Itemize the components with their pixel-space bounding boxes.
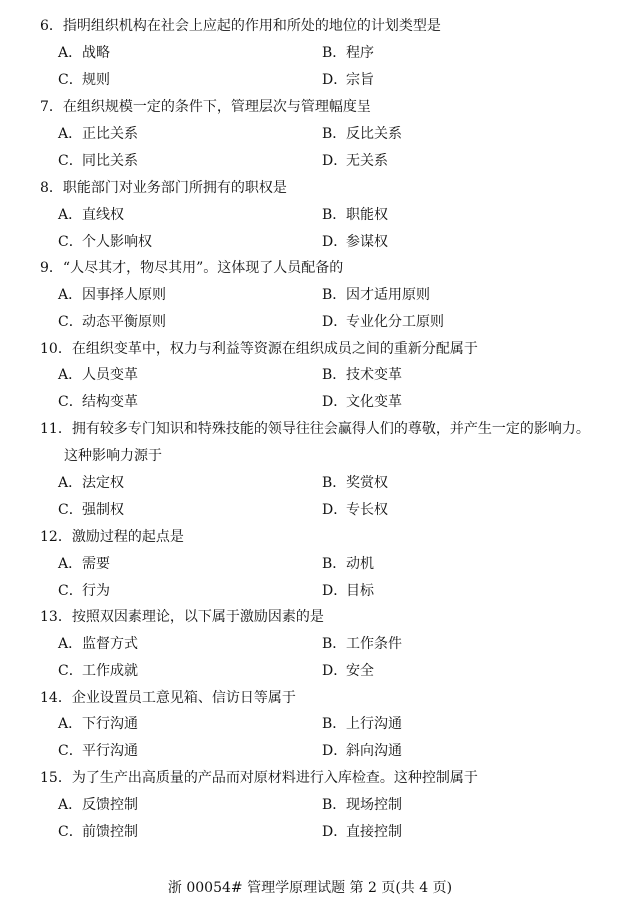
question-number: 11． xyxy=(40,421,72,437)
question-11-stem xyxy=(40,421,610,437)
question-14-option-d: D．斜向沟通 xyxy=(322,743,402,759)
question-14-option-b: B．上行沟通 xyxy=(322,716,402,732)
question-number: 14． xyxy=(40,690,72,706)
question-12-option-a: A．需要 xyxy=(58,556,110,572)
question-8-option-c: C．个人影响权 xyxy=(58,234,152,250)
question-text: 按照双因素理论，以下属于激励因素的是 xyxy=(71,609,324,625)
question-text: 指明组织机构在社会上应起的作用和所处的地位的计划类型是 xyxy=(62,18,441,34)
question-number: 9． xyxy=(40,260,63,276)
question-12-option-b: B．动机 xyxy=(322,556,374,572)
question-7-option-d: D．无关系 xyxy=(322,153,388,169)
question-15-option-b: B．现场控制 xyxy=(322,797,402,813)
question-8-option-d: D．参谋权 xyxy=(322,234,388,250)
question-text: 企业设置员工意见箱、信访日等属于 xyxy=(71,690,296,706)
question-6-option-c: C．规则 xyxy=(58,72,110,88)
question-6-option-d: D．宗旨 xyxy=(322,72,374,88)
question-11-option-b: B．奖赏权 xyxy=(322,475,388,491)
question-14-stem xyxy=(40,690,610,706)
question-13-option-d: D．安全 xyxy=(322,663,374,679)
question-number: 12． xyxy=(40,529,72,545)
question-13-option-a: A．监督方式 xyxy=(58,636,138,652)
question-9-option-a: A．因事择人原则 xyxy=(58,287,166,303)
question-13-option-c: C．工作成就 xyxy=(58,663,138,679)
question-14-option-a: A．下行沟通 xyxy=(58,716,138,732)
question-text: 激励过程的起点是 xyxy=(71,529,184,545)
question-6-stem xyxy=(40,18,610,34)
question-number: 8． xyxy=(40,180,63,196)
question-11-option-a: A．法定权 xyxy=(58,475,124,491)
question-9-option-b: B．因才适用原则 xyxy=(322,287,430,303)
question-text: 为了生产出高质量的产品而对原材料进行入库检查。这种控制属于 xyxy=(71,770,478,786)
question-9-option-c: C．动态平衡原则 xyxy=(58,314,166,330)
question-15-option-a: A．反馈控制 xyxy=(58,797,138,813)
question-6-option-b: B．程序 xyxy=(322,45,374,61)
question-8-option-a: A．直线权 xyxy=(58,207,124,223)
question-text: 拥有较多专门知识和特殊技能的领导往往会赢得人们的尊敬，并产生一定的影响力。 xyxy=(71,421,590,437)
question-12-stem xyxy=(40,529,610,545)
question-9-stem xyxy=(40,260,610,276)
question-number: 10． xyxy=(40,341,72,357)
question-10-option-c: C．结构变革 xyxy=(58,394,138,410)
question-15-option-c: C．前馈控制 xyxy=(58,824,138,840)
question-number: 7． xyxy=(40,99,63,115)
question-text: “人尽其才，物尽其用”。这体现了人员配备的 xyxy=(62,260,344,276)
question-11-option-d: D．专长权 xyxy=(322,502,388,518)
question-7-option-b: B．反比关系 xyxy=(322,126,402,142)
question-11-stem-continued: 这种影响力源于 xyxy=(64,448,162,464)
question-text: 在组织变革中，权力与利益等资源在组织成员之间的重新分配属于 xyxy=(71,341,478,357)
question-11-option-c: C．强制权 xyxy=(58,502,124,518)
page-footer: 浙 00054# 管理学原理试题 第 2 页(共 4 页) xyxy=(167,880,453,896)
question-12-option-d: D．目标 xyxy=(322,583,374,599)
question-8-stem xyxy=(40,180,610,196)
question-14-option-c: C．平行沟通 xyxy=(58,743,138,759)
question-number: 13． xyxy=(40,609,72,625)
question-text: 在组织规模一定的条件下，管理层次与管理幅度呈 xyxy=(62,99,371,115)
question-12-option-c: C．行为 xyxy=(58,583,110,599)
question-10-option-b: B．技术变革 xyxy=(322,367,402,383)
question-15-stem xyxy=(40,770,610,786)
question-number: 15． xyxy=(40,770,72,786)
question-7-stem xyxy=(40,99,610,115)
question-10-option-a: A．人员变革 xyxy=(58,367,138,383)
question-text: 职能部门对业务部门所拥有的职权是 xyxy=(62,180,287,196)
question-13-stem xyxy=(40,609,610,625)
question-number: 6． xyxy=(40,18,63,34)
question-6-option-a: A．战略 xyxy=(58,45,110,61)
question-8-option-b: B．职能权 xyxy=(322,207,388,223)
question-9-option-d: D．专业化分工原则 xyxy=(322,314,444,330)
question-7-option-a: A．正比关系 xyxy=(58,126,138,142)
question-10-option-d: D．文化变革 xyxy=(322,394,402,410)
question-10-stem xyxy=(40,341,610,357)
question-15-option-d: D．直接控制 xyxy=(322,824,402,840)
question-13-option-b: B．工作条件 xyxy=(322,636,402,652)
question-7-option-c: C．同比关系 xyxy=(58,153,138,169)
